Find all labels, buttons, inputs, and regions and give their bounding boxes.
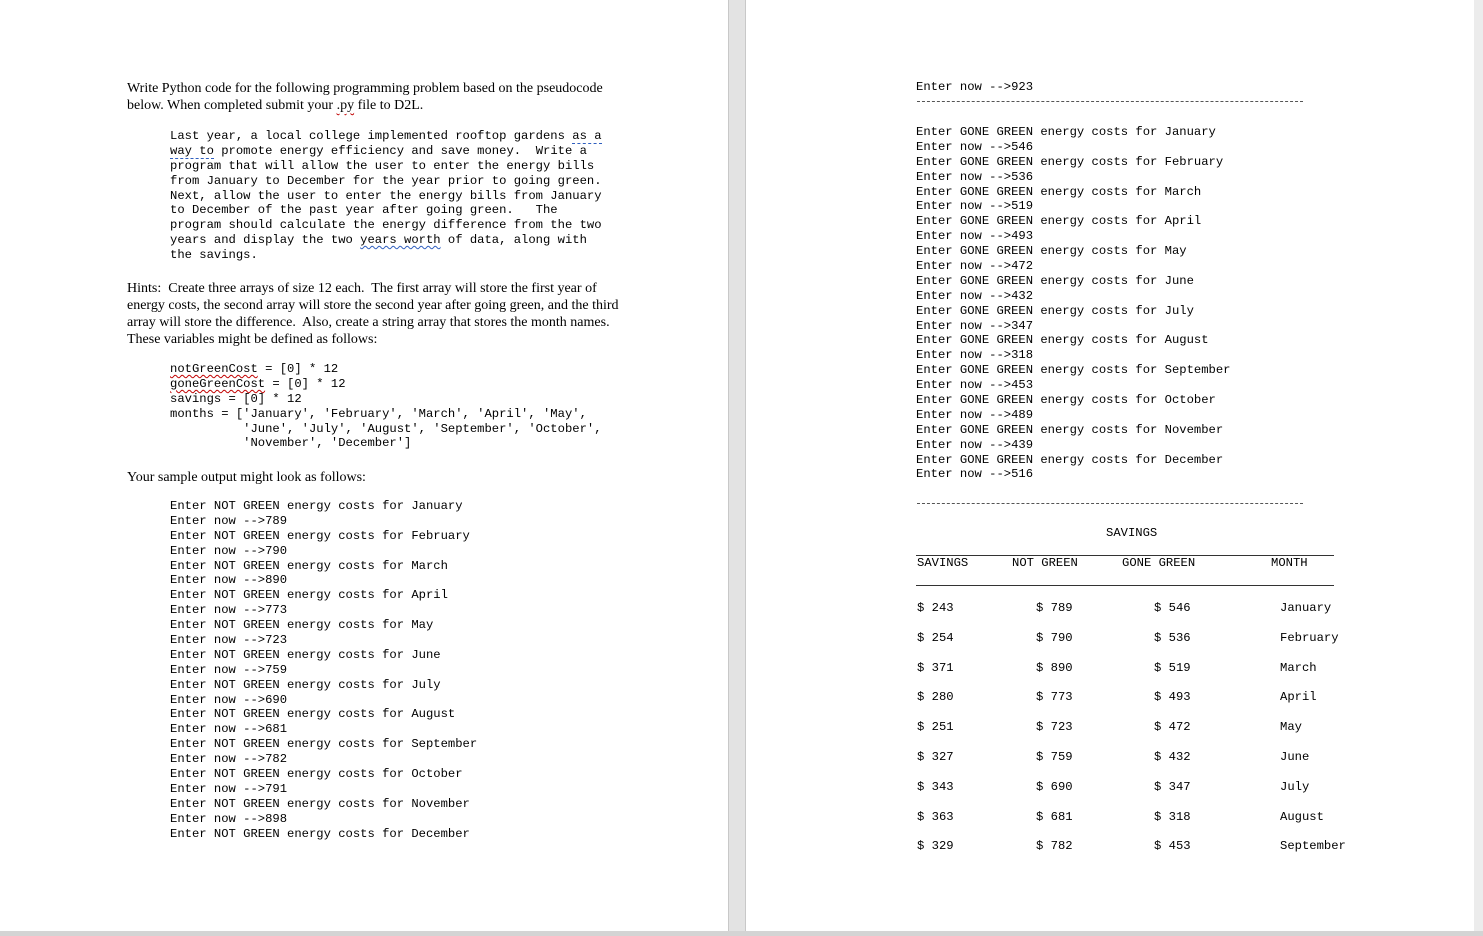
cell-not-green: $ 723 [1036, 720, 1073, 735]
cell-month: August [1280, 809, 1324, 824]
sample-output-line: Enter NOT GREEN energy costs for July [170, 677, 441, 692]
intro-line-2 [127, 97, 423, 114]
marked-phrase: notGreenCost [170, 362, 258, 376]
problem-line: Last year, a local college implemented rooftop gardens as a [170, 129, 602, 143]
gone-green-line: Enter now -->546 [916, 139, 1034, 154]
cell-gone-green: $ 493 [1154, 690, 1191, 705]
header-gone-green: GONE GREEN [1122, 556, 1196, 570]
gone-green-line: Enter now -->489 [916, 407, 1034, 422]
sample-output-line: Enter now -->789 [170, 513, 288, 528]
gone-green-line: Enter now -->347 [916, 318, 1034, 333]
marked-phrase: years worth [360, 233, 441, 248]
sample-output-line: Enter now -->791 [170, 781, 288, 796]
problem-line: years and display the two years worth of data, along with [170, 233, 587, 248]
cell-gone-green: $ 536 [1154, 630, 1191, 645]
gone-green-line: Enter GONE GREEN energy costs for September [916, 363, 1231, 378]
intro-line-1: Write Python code for the following programming problem based on the pseudocode [127, 81, 603, 96]
header-not-green: NOT GREEN [1012, 556, 1078, 570]
gone-green-line: Enter now -->536 [916, 169, 1034, 184]
table-title: SAVINGS [1106, 526, 1158, 540]
sample-output-line: Enter NOT GREEN energy costs for October [170, 767, 463, 782]
problem-line: the savings. [170, 248, 258, 263]
sample-output-line: Enter NOT GREEN energy costs for June [170, 647, 441, 662]
gone-green-line: Enter GONE GREEN energy costs for June [916, 273, 1194, 288]
problem-line: from January to December for the year prior to going green. [170, 173, 602, 188]
cell-savings: $ 343 [917, 779, 954, 794]
cell-not-green: $ 681 [1036, 809, 1073, 824]
code-line: notGreenCost = [0] * 12 [170, 362, 339, 376]
gone-green-line: Enter GONE GREEN energy costs for August [916, 333, 1209, 348]
cell-gone-green: $ 519 [1154, 660, 1191, 675]
cell-gone-green: $ 453 [1154, 839, 1191, 854]
gone-green-line: Enter now -->432 [916, 288, 1034, 303]
gone-green-line: Enter GONE GREEN energy costs for February [916, 154, 1224, 169]
cell-savings: $ 243 [917, 601, 954, 615]
hints-line: Hints: Create three arrays of size 12 each. The first array will store the first year of [127, 281, 597, 296]
sample-output-line: Enter NOT GREEN energy costs for May [170, 618, 434, 633]
header-savings: SAVINGS [917, 556, 969, 570]
problem-line: way to promote energy efficiency and save money. Write a [170, 143, 587, 158]
code-line: 'November', 'December'] [170, 436, 412, 451]
header-month: MONTH [1271, 556, 1308, 570]
gone-green-line: Enter GONE GREEN energy costs for March [916, 184, 1202, 199]
cell-not-green: $ 789 [1036, 601, 1073, 615]
hints-line: energy costs, the second array will store the second year after going green, and the third [127, 298, 619, 313]
sample-output-line: Enter NOT GREEN energy costs for January [170, 499, 463, 513]
sample-output [170, 499, 477, 841]
gone-green-line: Enter GONE GREEN energy costs for May [916, 244, 1187, 259]
cell-month: September [1280, 839, 1346, 854]
sample-output-line: Enter now -->890 [170, 573, 288, 588]
sample-output-line: Enter now -->773 [170, 603, 288, 618]
cell-savings: $ 329 [917, 839, 954, 854]
hints-line: array will store the difference. Also, create a string array that stores the month names. [127, 315, 610, 330]
cell-month: June [1280, 750, 1310, 764]
gone-green-line: Enter now -->516 [916, 467, 1034, 482]
sample-output-line: Enter NOT GREEN energy costs for December [170, 826, 470, 841]
cell-gone-green: $ 472 [1154, 720, 1191, 735]
sample-output-line: Enter now -->898 [170, 811, 288, 826]
cell-month: March [1280, 660, 1317, 675]
problem-statement [170, 129, 602, 263]
code-line: savings = [0] * 12 [170, 391, 302, 406]
cell-gone-green: $ 318 [1154, 809, 1191, 824]
scroll-edge [1474, 0, 1483, 936]
sample-output-line: Enter now -->723 [170, 633, 288, 648]
sample-output-line: Enter NOT GREEN energy costs for November [170, 796, 470, 811]
code-line: 'June', 'July', 'August', 'September', 'October', [170, 421, 602, 436]
top-enter-line: Enter now -->923 [916, 80, 1034, 94]
py-extension: .py [336, 98, 355, 113]
sample-output-line: Enter NOT GREEN energy costs for September [170, 737, 478, 752]
problem-line: program should calculate the energy difference from the two [170, 218, 602, 233]
sample-output-line: Enter NOT GREEN energy costs for April [170, 588, 448, 603]
sample-output-line: Enter NOT GREEN energy costs for August [170, 707, 456, 722]
cell-not-green: $ 690 [1036, 779, 1073, 794]
cell-not-green: $ 773 [1036, 690, 1073, 705]
gone-green-line: Enter GONE GREEN energy costs for January [916, 125, 1216, 139]
bottom-edge [0, 931, 1483, 936]
hints-line: These variables might be defined as follows: [127, 332, 378, 347]
cell-savings: $ 327 [917, 750, 954, 764]
gone-green-line: Enter GONE GREEN energy costs for November [916, 422, 1224, 437]
gone-green-line: Enter now -->318 [916, 348, 1034, 363]
sample-output-line: Enter now -->790 [170, 543, 288, 558]
cell-month: May [1280, 720, 1302, 735]
cell-month: February [1280, 630, 1339, 645]
cell-gone-green: $ 432 [1154, 750, 1191, 764]
code-sample [170, 362, 602, 451]
intro-line-2-start: below. When completed submit your [127, 98, 337, 113]
sample-output-line: Enter NOT GREEN energy costs for February [170, 528, 470, 543]
marked-phrase: as a [572, 129, 602, 143]
cell-month: January [1280, 601, 1332, 615]
gone-green-line: Enter now -->472 [916, 259, 1034, 274]
sample-output-heading: Your sample output might look as follows: [127, 470, 366, 485]
cell-not-green: $ 759 [1036, 750, 1073, 764]
gone-green-output [916, 125, 1231, 482]
gone-green-line: Enter now -->439 [916, 437, 1034, 452]
gone-green-line: Enter GONE GREEN energy costs for October [916, 393, 1216, 408]
cell-savings: $ 254 [917, 630, 954, 645]
code-line: months = ['January', 'February', 'March', 'April', 'May', [170, 406, 587, 421]
cell-not-green: $ 790 [1036, 630, 1073, 645]
document-page-left [0, 0, 729, 936]
gone-green-line: Enter now -->493 [916, 229, 1034, 244]
dashed-separator-bottom [917, 503, 1303, 504]
cell-month: April [1280, 690, 1317, 705]
cell-savings: $ 363 [917, 809, 954, 824]
table-header-rule [916, 585, 1334, 586]
document-page-right [745, 0, 1474, 936]
cell-savings: $ 251 [917, 720, 954, 735]
problem-line: Next, allow the user to enter the energy bills from January [170, 188, 602, 203]
gone-green-line: Enter now -->519 [916, 199, 1034, 214]
dashed-separator-top [917, 101, 1303, 102]
hints-paragraph [127, 280, 619, 348]
gone-green-line: Enter GONE GREEN energy costs for April [916, 214, 1202, 229]
marked-phrase: goneGreenCost [170, 376, 266, 391]
page-gutter [729, 0, 745, 936]
sample-output-line: Enter now -->681 [170, 722, 288, 737]
cell-gone-green: $ 546 [1154, 601, 1191, 615]
cell-savings: $ 371 [917, 660, 954, 675]
sample-output-line: Enter now -->782 [170, 752, 288, 767]
problem-line: to December of the past year after going green. The [170, 203, 558, 218]
sample-output-line: Enter now -->759 [170, 662, 288, 677]
sample-output-line: Enter now -->690 [170, 692, 288, 707]
cell-not-green: $ 782 [1036, 839, 1073, 854]
intro-line-2-end: file to D2L. [354, 98, 424, 113]
cell-month: July [1280, 779, 1310, 794]
gone-green-line: Enter GONE GREEN energy costs for December [916, 452, 1224, 467]
cell-savings: $ 280 [917, 690, 954, 705]
gone-green-line: Enter now -->453 [916, 378, 1034, 393]
cell-gone-green: $ 347 [1154, 779, 1191, 794]
marked-phrase: way to [170, 143, 214, 158]
code-line: goneGreenCost = [0] * 12 [170, 376, 346, 391]
gone-green-line: Enter GONE GREEN energy costs for July [916, 303, 1194, 318]
cell-not-green: $ 890 [1036, 660, 1073, 675]
sample-output-line: Enter NOT GREEN energy costs for March [170, 558, 448, 573]
problem-line: program that will allow the user to enter the energy bills [170, 158, 595, 173]
